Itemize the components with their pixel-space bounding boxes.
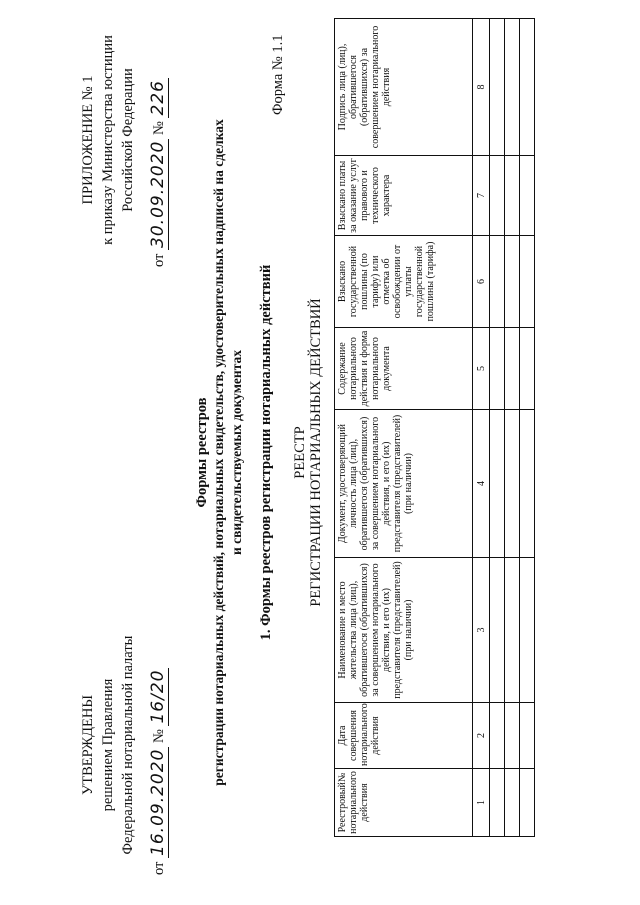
form-number: Форма № 1.1 xyxy=(270,34,286,115)
column-number-row xyxy=(473,19,490,837)
empty-cell xyxy=(505,703,520,769)
empty-cell xyxy=(490,236,505,328)
header-cell: Документ, удостоверяющий личность лица (лиц), обратившегося (обратившихся) за совершением нотариального действия, и его (их) представителя (представителей) (при наличии) xyxy=(335,410,473,558)
approval-title: УТВЕРЖДЕНЫ xyxy=(80,694,96,796)
empty-cell xyxy=(520,156,535,236)
empty-cell xyxy=(505,410,520,558)
empty-cell xyxy=(490,328,505,410)
approval-block xyxy=(78,615,138,875)
column-number: 1 xyxy=(473,769,490,837)
appendix-block xyxy=(78,15,138,265)
empty-cell xyxy=(505,19,520,156)
appendix-date-line xyxy=(148,7,169,267)
forms-heading: Формы реестров xyxy=(194,397,210,508)
empty-cell xyxy=(490,410,505,558)
appendix-title: ПРИЛОЖЕНИЕ № 1 xyxy=(80,75,96,205)
empty-cell xyxy=(520,410,535,558)
appendix-date-prefix: от xyxy=(151,253,167,267)
section-heading: 1. Формы реестров регистрации нотариальных действий xyxy=(258,264,274,641)
approval-number-handwritten: 16/20 xyxy=(148,669,168,724)
column-number: 4 xyxy=(473,410,490,558)
table-row xyxy=(490,19,505,837)
empty-cell xyxy=(505,769,520,837)
header-cell: Реестровый№ нотариального действия xyxy=(335,769,473,837)
table-row xyxy=(520,19,535,837)
approval-number-prefix: № xyxy=(151,729,167,743)
empty-cell xyxy=(520,558,535,703)
appendix-number-handwritten: 226 xyxy=(148,80,168,116)
empty-cell xyxy=(520,19,535,156)
empty-cell xyxy=(520,769,535,837)
empty-cell xyxy=(520,236,535,328)
registry-title: РЕЕСТР xyxy=(292,426,308,479)
column-number: 8 xyxy=(473,19,490,156)
empty-cell xyxy=(490,703,505,769)
table-row xyxy=(505,19,520,837)
empty-cell xyxy=(490,156,505,236)
header-cell: Дата совершения нотариального действия xyxy=(335,703,473,769)
column-number: 6 xyxy=(473,236,490,328)
approval-line-3: Федеральной нотариальной палаты xyxy=(120,635,136,855)
registry-subtitle: РЕГИСТРАЦИИ НОТАРИАЛЬНЫХ ДЕЙСТВИЙ xyxy=(308,298,324,607)
appendix-number-prefix: № xyxy=(151,121,167,135)
empty-cell xyxy=(505,236,520,328)
approval-date-handwritten: 16.09.2020 xyxy=(148,748,168,856)
header-cell: Содержание нотариального действия и форма нотариального документа xyxy=(335,328,473,410)
column-number: 7 xyxy=(473,156,490,236)
appendix-date-handwritten: 30.09.2020 xyxy=(148,140,168,248)
registry-table xyxy=(334,18,535,837)
approval-date-line xyxy=(148,595,169,875)
approval-date-prefix: от xyxy=(151,861,167,875)
appendix-line-3: Российской Федерации xyxy=(120,68,136,212)
empty-cell xyxy=(490,769,505,837)
approval-line-2: решением Правления xyxy=(100,678,116,812)
header-cell: Взыскано платы за оказание услуг правового и технического характера xyxy=(335,156,473,236)
column-number: 2 xyxy=(473,703,490,769)
forms-subheading-line-1: регистрации нотариальных действий, нотариальных свидетельств, удостоверительных надписей на сделках xyxy=(211,119,226,786)
forms-subheading-line-2: и свидетельствуемых документах xyxy=(229,350,244,556)
empty-cell xyxy=(520,328,535,410)
empty-cell xyxy=(505,328,520,410)
column-number: 5 xyxy=(473,328,490,410)
empty-cell xyxy=(520,703,535,769)
header-cell: Наименование и место жительства лица (лиц), обратившегося (обратившихся) за совершением нотариального действия, и его (их) представителя (представителей) (при наличии) xyxy=(335,558,473,703)
empty-cell xyxy=(505,156,520,236)
column-number: 3 xyxy=(473,558,490,703)
empty-cell xyxy=(490,19,505,156)
header-cell: Подпись лица (лиц), обратившегося (обратившихся) за совершением нотариального действия xyxy=(335,19,473,156)
appendix-line-2: к приказу Министерства юстиции xyxy=(100,35,116,245)
header-cell: Взыскано государственной пошлины (по тарифу) или отметка об освобождении от уплаты государственной пошлины (тарифа) xyxy=(335,236,473,328)
empty-cell xyxy=(490,558,505,703)
table-header-row xyxy=(335,19,473,837)
empty-cell xyxy=(505,558,520,703)
